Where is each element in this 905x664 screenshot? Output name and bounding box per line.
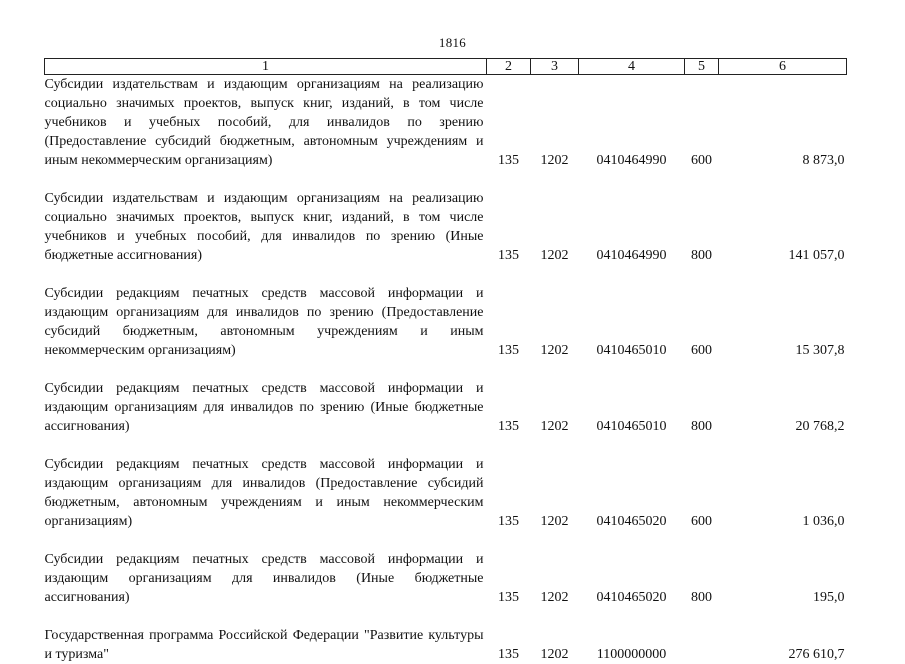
row-expense-type bbox=[685, 626, 719, 664]
row-section-code: 1202 bbox=[540, 419, 569, 434]
row-target-code: 0410465020 bbox=[596, 514, 667, 529]
row-expense-type: 600 bbox=[691, 343, 712, 358]
row-amount: 276 610,7 bbox=[788, 647, 845, 662]
row-section-code: 1202 bbox=[540, 647, 569, 662]
row-ministry-code: 135 bbox=[498, 343, 519, 358]
row-amount: 141 057,0 bbox=[788, 248, 845, 263]
table-header-row bbox=[45, 59, 847, 75]
row-amount: 1 036,0 bbox=[802, 514, 845, 529]
row-expense-type: 800 bbox=[691, 590, 712, 605]
page-number: 1816 bbox=[438, 35, 467, 50]
row-target-code: 0410464990 bbox=[596, 248, 667, 263]
row-ministry-code: 135 bbox=[498, 248, 519, 263]
row-description: Субсидии редакциям печатных средств массовой информации и издающим организациям для инвалидов по зрению (Предоставление субсидий бюджетным, автономным учреждениям и иным некоммерческим организациям) bbox=[44, 286, 484, 358]
table-row bbox=[45, 75, 847, 171]
column-header: 3 bbox=[531, 59, 579, 75]
table-row bbox=[45, 379, 847, 436]
row-amount: 195,0 bbox=[813, 590, 845, 605]
column-header: 4 bbox=[579, 59, 685, 75]
row-expense-type: 600 bbox=[691, 153, 712, 168]
row-section-code: 1202 bbox=[540, 590, 569, 605]
column-header: 6 bbox=[719, 59, 847, 75]
row-amount: 8 873,0 bbox=[802, 153, 845, 168]
row-ministry-code: 135 bbox=[498, 514, 519, 529]
column-header: 2 bbox=[487, 59, 531, 75]
row-target-code: 0410465010 bbox=[596, 419, 667, 434]
row-description: Субсидии издательствам и издающим организациям на реализацию социально значимых проектов, выпуск книг, изданий, в том числе учебников и учебных пособий, для инвалидов по зрению (Иные бюджетные ассигнования) bbox=[44, 191, 484, 263]
table-row bbox=[45, 189, 847, 265]
table-row bbox=[45, 455, 847, 531]
row-expense-type: 600 bbox=[691, 514, 712, 529]
row-ministry-code: 135 bbox=[498, 419, 519, 434]
row-section-code: 1202 bbox=[540, 343, 569, 358]
row-expense-type: 800 bbox=[691, 419, 712, 434]
budget-table bbox=[44, 58, 847, 664]
row-expense-type: 800 bbox=[691, 248, 712, 263]
table-row bbox=[45, 626, 847, 664]
row-target-code: 0410465010 bbox=[596, 343, 667, 358]
row-target-code: 0410464990 bbox=[596, 153, 667, 168]
row-section-code: 1202 bbox=[540, 153, 569, 168]
row-spacer bbox=[45, 436, 847, 455]
row-ministry-code: 135 bbox=[498, 647, 519, 662]
row-spacer bbox=[45, 265, 847, 284]
row-target-code: 1100000000 bbox=[596, 647, 667, 662]
row-description: Субсидии редакциям печатных средств массовой информации и издающим организациям для инвалидов (Предоставление субсидий бюджетным, автономным учреждениям и иным некоммерческим организациям) bbox=[44, 457, 484, 529]
table-row bbox=[45, 284, 847, 360]
row-amount: 20 768,2 bbox=[795, 419, 845, 434]
table-row bbox=[45, 550, 847, 607]
row-section-code: 1202 bbox=[540, 514, 569, 529]
column-header: 1 bbox=[45, 59, 487, 75]
row-description: Субсидии редакциям печатных средств массовой информации и издающим организациям для инвалидов (Иные бюджетные ассигнования) bbox=[44, 552, 484, 605]
column-header: 5 bbox=[685, 59, 719, 75]
row-amount: 15 307,8 bbox=[795, 343, 845, 358]
row-spacer bbox=[45, 360, 847, 379]
row-ministry-code: 135 bbox=[498, 153, 519, 168]
row-description: Субсидии издательствам и издающим организациям на реализацию социально значимых проектов, выпуск книг, изданий, в том числе учебников и учебных пособий, для инвалидов по зрению (Предоставление субсидий бюджетным, автономным учреждениям и иным некоммерческим организациям) bbox=[44, 77, 484, 168]
row-ministry-code: 135 bbox=[498, 590, 519, 605]
row-target-code: 0410465020 bbox=[596, 590, 667, 605]
row-section-code: 1202 bbox=[540, 248, 569, 263]
row-spacer bbox=[45, 607, 847, 626]
row-description: Государственная программа Российской Федерации "Развитие культуры и туризма" bbox=[44, 628, 484, 662]
row-description: Субсидии редакциям печатных средств массовой информации и издающим организациям для инвалидов по зрению (Иные бюджетные ассигнования) bbox=[44, 381, 484, 434]
row-spacer bbox=[45, 170, 847, 189]
row-spacer bbox=[45, 531, 847, 550]
